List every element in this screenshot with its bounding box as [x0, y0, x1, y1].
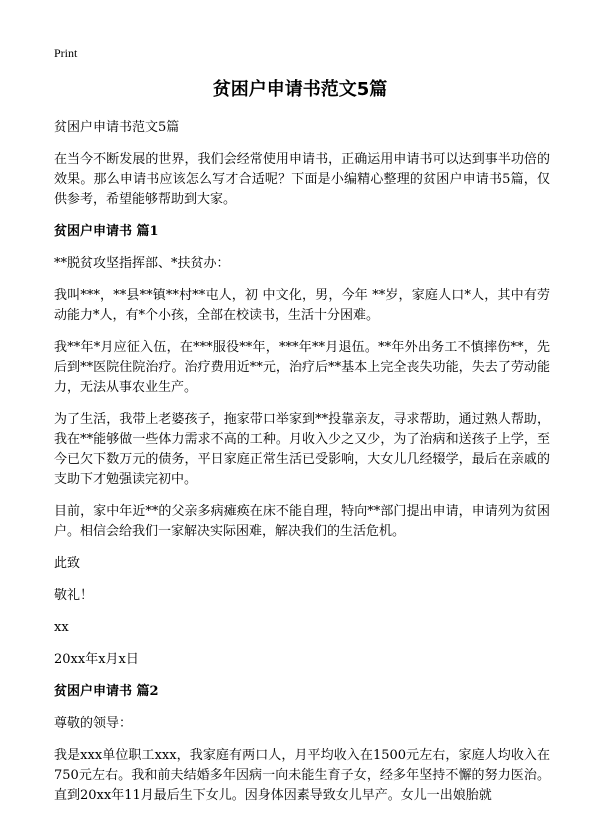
salutation: **脱贫攻坚指挥部、*扶贫办：: [54, 256, 230, 271]
body-paragraph: 我**年*月应征入伍，在***服役**年，***年**月退伍。**年外出务工不慎摔伤**，先后到**医院住院治疗。治疗费用近**元，治疗后**基本上完全丧失功能，失去了劳动能力，无法从事农业生产。: [54, 340, 550, 395]
section-heading: 贫困户申请书 篇2: [54, 684, 159, 699]
document-title: 贫困户申请书范文5篇: [212, 79, 388, 100]
intro-paragraph: 在当今不断发展的世界，我们会经常使用申请书，正确运用申请书可以达到事半功倍的效果。那么申请书应该怎么写才合适呢？下面是小编精心整理的贫困户申请书5篇，仅供参考，希望能够帮助到大家。: [54, 152, 550, 207]
closing-regards: 敬礼！: [54, 588, 94, 603]
body-paragraph: 目前，家中年近**的父亲多病瘫痪在床不能自理，特向**部门提出申请，申请列为贫困户。相信会给我们一家解决实际困难，解决我们的生活危机。: [54, 504, 550, 539]
body-paragraph: 我是xxx单位职工xxx，我家庭有两口人，月平均收入在1500元左右，家庭人均收入在750元左右。我和前夫结婚多年因病一向未能生育子女，经多年坚持不懈的努力医治。直到20xx年11月最后生下女儿。因身体因素导致女儿早产。女儿一出娘胎就: [54, 748, 550, 803]
signature-name: xx: [54, 620, 69, 635]
closing-line: 此致: [54, 556, 81, 571]
signature-date: 20xx年x月x日: [54, 652, 139, 667]
section-2: [54, 682, 550, 806]
section-heading: 贫困户申请书 篇1: [54, 224, 159, 239]
document-body: [54, 118, 550, 818]
body-paragraph: 为了生活，我带上老婆孩子，拖家带口举家到**投靠亲友，寻求帮助，通过熟人帮助，我在**能够做一些体力需求不高的工种。月收入少之又少，为了治病和送孩子上学，至今已欠下数万元的债务，平日家庭正常生活已受影响，大女儿几经辍学，最后在亲戚的支助下才勉强读完初中。: [54, 412, 550, 487]
print-link[interactable]: Print: [54, 46, 78, 60]
section-1: [54, 222, 550, 670]
document-subtitle: 贫困户申请书范文5篇: [54, 120, 180, 135]
salutation: 尊敬的领导：: [54, 716, 133, 731]
body-paragraph: 我叫***，**县**镇**村**屯人，初 中文化，男，今年 **岁，家庭人口*人，其中有劳动能力*人，有*个小孩，全部在校读书，生活十分困难。: [54, 288, 550, 323]
